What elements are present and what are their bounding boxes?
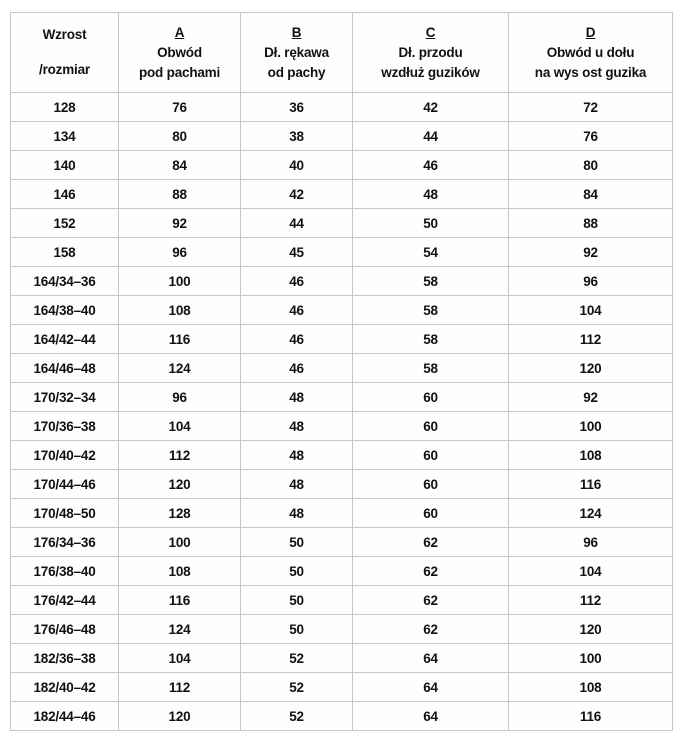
- table-row: [11, 238, 673, 267]
- col-header-b: [241, 13, 353, 93]
- size-header-line1: Wzrost: [42, 27, 87, 42]
- a-value-cell: 104: [119, 412, 241, 441]
- c-value-cell: 60: [353, 412, 509, 441]
- b-value-cell: 45: [241, 238, 353, 267]
- table-row: [11, 615, 673, 644]
- col-desc-a-line2: pod pachami: [138, 64, 221, 80]
- col-header-d: [509, 13, 673, 93]
- b-value-cell: 48: [241, 412, 353, 441]
- a-value-cell: 116: [119, 586, 241, 615]
- a-value-cell: 120: [119, 470, 241, 499]
- c-value-cell: 46: [353, 151, 509, 180]
- size-cell: 176/46–48: [11, 615, 119, 644]
- col-desc-a-line1: Obwód: [157, 44, 202, 60]
- d-value-cell: 124: [509, 499, 673, 528]
- d-value-cell: 108: [509, 441, 673, 470]
- header-row: [11, 13, 673, 93]
- size-cell: 140: [11, 151, 119, 180]
- table-row: [11, 470, 673, 499]
- size-cell: 164/38–40: [11, 296, 119, 325]
- b-value-cell: 48: [241, 441, 353, 470]
- c-value-cell: 58: [353, 325, 509, 354]
- d-value-cell: 104: [509, 557, 673, 586]
- a-value-cell: 92: [119, 209, 241, 238]
- table-row: [11, 122, 673, 151]
- a-value-cell: 108: [119, 296, 241, 325]
- b-value-cell: 38: [241, 122, 353, 151]
- table-row: [11, 673, 673, 702]
- size-cell: 170/32–34: [11, 383, 119, 412]
- b-value-cell: 46: [241, 267, 353, 296]
- c-value-cell: 58: [353, 354, 509, 383]
- col-desc-c-line2: wzdłuż guzików: [381, 64, 480, 80]
- table-row: [11, 325, 673, 354]
- d-value-cell: 116: [509, 470, 673, 499]
- col-desc-d-line2: na wys ost guzika: [534, 64, 647, 80]
- b-value-cell: 40: [241, 151, 353, 180]
- d-value-cell: 92: [509, 238, 673, 267]
- c-value-cell: 62: [353, 586, 509, 615]
- d-value-cell: 116: [509, 702, 673, 731]
- table-row: [11, 441, 673, 470]
- size-cell: 170/48–50: [11, 499, 119, 528]
- d-value-cell: 92: [509, 383, 673, 412]
- col-header-a: [119, 13, 241, 93]
- b-value-cell: 44: [241, 209, 353, 238]
- a-value-cell: 100: [119, 528, 241, 557]
- c-value-cell: 64: [353, 702, 509, 731]
- b-value-cell: 50: [241, 586, 353, 615]
- table-row: [11, 151, 673, 180]
- b-value-cell: 52: [241, 644, 353, 673]
- c-value-cell: 60: [353, 441, 509, 470]
- table-row: [11, 354, 673, 383]
- a-value-cell: 128: [119, 499, 241, 528]
- d-value-cell: 72: [509, 93, 673, 122]
- size-cell: 176/42–44: [11, 586, 119, 615]
- col-desc-b-line2: od pachy: [267, 64, 326, 80]
- table-row: [11, 557, 673, 586]
- c-value-cell: 42: [353, 93, 509, 122]
- d-value-cell: 112: [509, 586, 673, 615]
- b-value-cell: 36: [241, 93, 353, 122]
- a-value-cell: 112: [119, 673, 241, 702]
- a-value-cell: 124: [119, 615, 241, 644]
- b-value-cell: 50: [241, 528, 353, 557]
- a-value-cell: 112: [119, 441, 241, 470]
- d-value-cell: 100: [509, 644, 673, 673]
- table-row: [11, 180, 673, 209]
- col-header-c: [353, 13, 509, 93]
- d-value-cell: 88: [509, 209, 673, 238]
- size-cell: 182/36–38: [11, 644, 119, 673]
- size-cell: 170/36–38: [11, 412, 119, 441]
- d-value-cell: 120: [509, 354, 673, 383]
- col-desc-c-line1: Dł. przodu: [398, 44, 463, 60]
- table-row: [11, 586, 673, 615]
- c-value-cell: 60: [353, 383, 509, 412]
- c-value-cell: 64: [353, 644, 509, 673]
- col-letter-d: D: [585, 24, 596, 40]
- col-header-size: [11, 13, 119, 93]
- c-value-cell: 60: [353, 499, 509, 528]
- size-cell: 182/44–46: [11, 702, 119, 731]
- col-letter-b: B: [291, 24, 302, 40]
- d-value-cell: 76: [509, 122, 673, 151]
- a-value-cell: 104: [119, 644, 241, 673]
- a-value-cell: 96: [119, 383, 241, 412]
- col-desc-b-line1: Dł. rękawa: [264, 44, 329, 60]
- table-row: [11, 93, 673, 122]
- table-row: [11, 412, 673, 441]
- table-row: [11, 267, 673, 296]
- size-cell: 146: [11, 180, 119, 209]
- a-value-cell: 108: [119, 557, 241, 586]
- d-value-cell: 84: [509, 180, 673, 209]
- size-cell: 182/40–42: [11, 673, 119, 702]
- b-value-cell: 46: [241, 296, 353, 325]
- table-row: [11, 499, 673, 528]
- d-value-cell: 112: [509, 325, 673, 354]
- size-cell: 164/34–36: [11, 267, 119, 296]
- col-letter-c: C: [425, 24, 436, 40]
- size-cell: 164/46–48: [11, 354, 119, 383]
- table-row: [11, 702, 673, 731]
- size-cell: 164/42–44: [11, 325, 119, 354]
- d-value-cell: 120: [509, 615, 673, 644]
- a-value-cell: 80: [119, 122, 241, 151]
- table-row: [11, 383, 673, 412]
- d-value-cell: 96: [509, 267, 673, 296]
- a-value-cell: 124: [119, 354, 241, 383]
- col-letter-a: A: [174, 24, 185, 40]
- d-value-cell: 80: [509, 151, 673, 180]
- col-desc-d-line1: Obwód u dołu: [546, 44, 635, 60]
- b-value-cell: 50: [241, 557, 353, 586]
- size-cell: 176/38–40: [11, 557, 119, 586]
- size-cell: 128: [11, 93, 119, 122]
- b-value-cell: 48: [241, 470, 353, 499]
- d-value-cell: 108: [509, 673, 673, 702]
- a-value-cell: 96: [119, 238, 241, 267]
- table-body: [11, 93, 673, 731]
- c-value-cell: 62: [353, 528, 509, 557]
- d-value-cell: 100: [509, 412, 673, 441]
- c-value-cell: 54: [353, 238, 509, 267]
- table-row: [11, 209, 673, 238]
- size-cell: 158: [11, 238, 119, 267]
- c-value-cell: 64: [353, 673, 509, 702]
- size-header-line2: /rozmiar: [39, 62, 90, 77]
- c-value-cell: 62: [353, 557, 509, 586]
- c-value-cell: 58: [353, 296, 509, 325]
- table-row: [11, 528, 673, 557]
- b-value-cell: 52: [241, 673, 353, 702]
- b-value-cell: 46: [241, 354, 353, 383]
- b-value-cell: 48: [241, 499, 353, 528]
- b-value-cell: 52: [241, 702, 353, 731]
- d-value-cell: 96: [509, 528, 673, 557]
- a-value-cell: 88: [119, 180, 241, 209]
- b-value-cell: 46: [241, 325, 353, 354]
- size-cell: 176/34–36: [11, 528, 119, 557]
- b-value-cell: 50: [241, 615, 353, 644]
- c-value-cell: 60: [353, 470, 509, 499]
- a-value-cell: 76: [119, 93, 241, 122]
- table-row: [11, 296, 673, 325]
- c-value-cell: 58: [353, 267, 509, 296]
- b-value-cell: 48: [241, 383, 353, 412]
- a-value-cell: 116: [119, 325, 241, 354]
- c-value-cell: 44: [353, 122, 509, 151]
- c-value-cell: 62: [353, 615, 509, 644]
- d-value-cell: 104: [509, 296, 673, 325]
- size-chart-table: [10, 12, 673, 731]
- a-value-cell: 100: [119, 267, 241, 296]
- a-value-cell: 84: [119, 151, 241, 180]
- table-row: [11, 644, 673, 673]
- size-cell: 152: [11, 209, 119, 238]
- c-value-cell: 50: [353, 209, 509, 238]
- size-cell: 170/40–42: [11, 441, 119, 470]
- b-value-cell: 42: [241, 180, 353, 209]
- c-value-cell: 48: [353, 180, 509, 209]
- a-value-cell: 120: [119, 702, 241, 731]
- size-cell: 134: [11, 122, 119, 151]
- size-cell: 170/44–46: [11, 470, 119, 499]
